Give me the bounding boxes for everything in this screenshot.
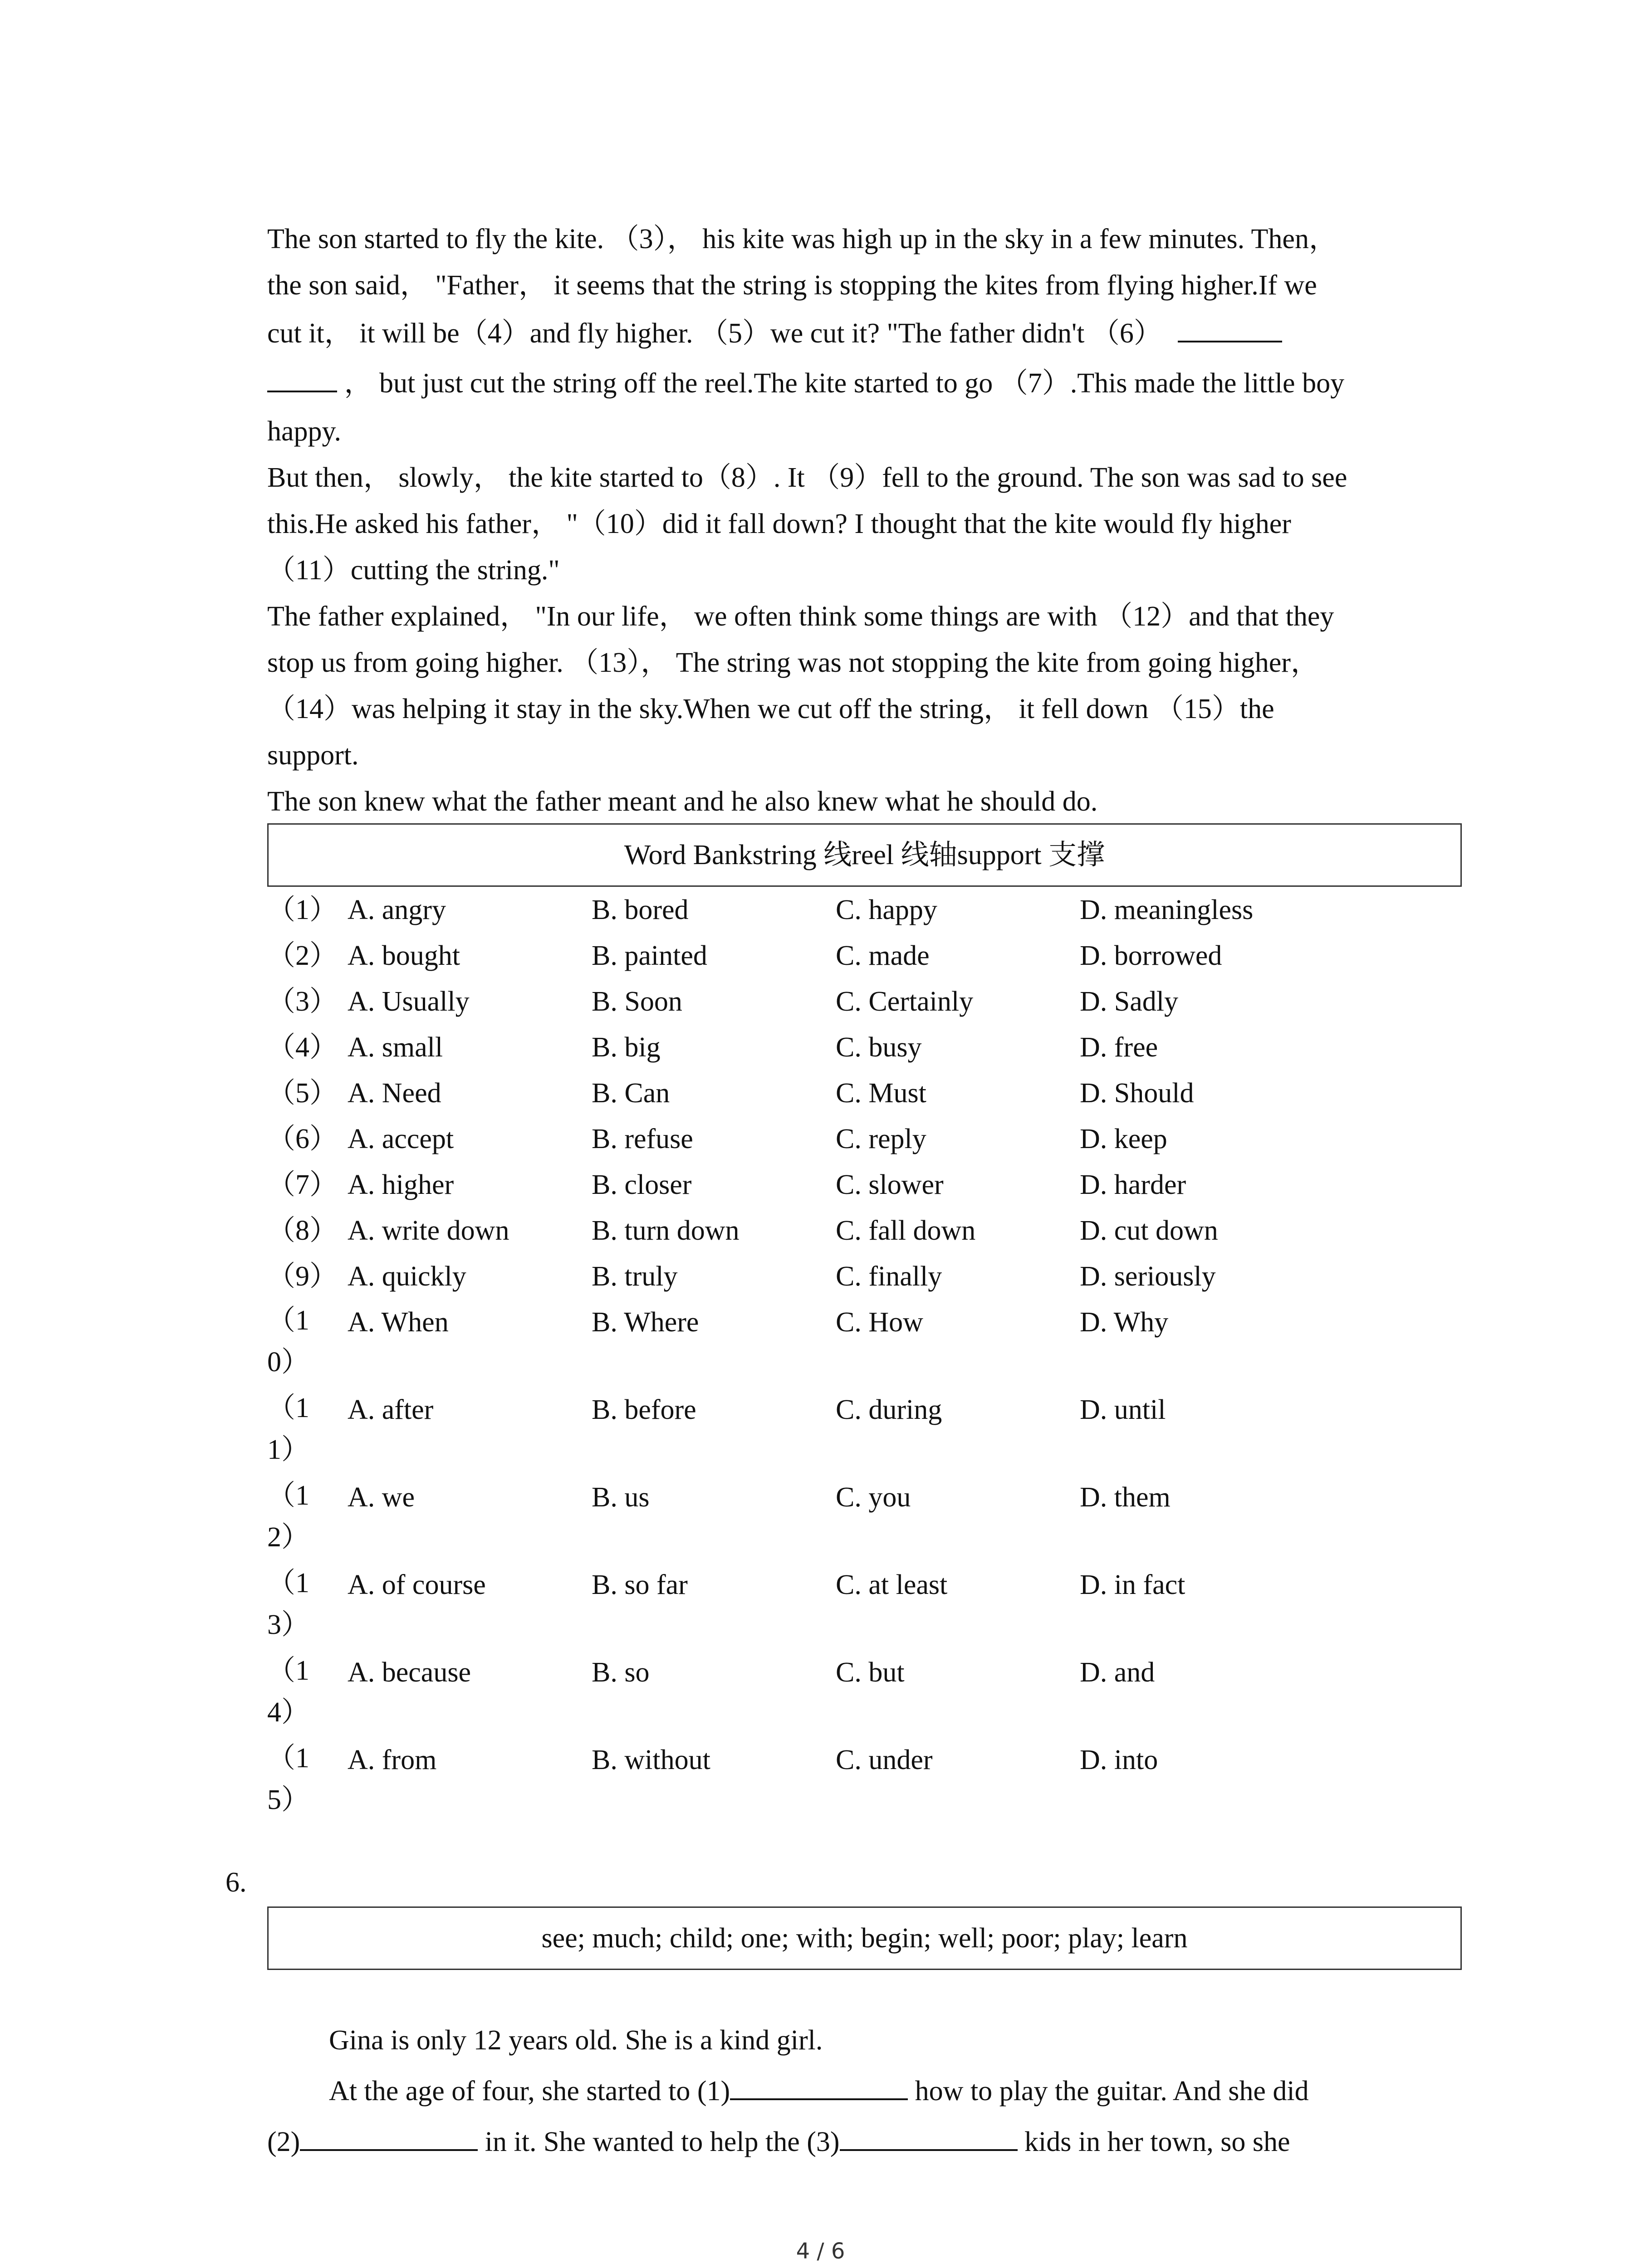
- option-b[interactable]: B. Soon: [592, 986, 682, 1017]
- question-number: （2）: [267, 940, 338, 971]
- answer-blank-3[interactable]: [840, 2121, 1018, 2151]
- passage: [267, 216, 1462, 825]
- option-c[interactable]: C. under: [836, 1745, 933, 1775]
- option-c[interactable]: C. How: [836, 1307, 923, 1338]
- passage-line: support.: [267, 740, 359, 771]
- option-row: [267, 933, 1462, 979]
- word-bank-2-box: [267, 1906, 1462, 1970]
- option-c[interactable]: C. Certainly: [836, 986, 974, 1017]
- option-b[interactable]: B. us: [592, 1482, 650, 1513]
- option-c[interactable]: C. finally: [836, 1261, 942, 1292]
- option-a[interactable]: A. quickly: [348, 1261, 466, 1292]
- option-b[interactable]: B. refuse: [592, 1124, 693, 1154]
- option-row: [267, 1116, 1462, 1162]
- question-number: （6）: [267, 1124, 338, 1154]
- passage-line-text: cut it， it will be（4）and fly higher. （5）we cut it? "The father didn't （6）: [267, 318, 1162, 349]
- option-row: [267, 1300, 1462, 1387]
- option-a[interactable]: A. higher: [348, 1169, 454, 1200]
- option-b[interactable]: B. turn down: [592, 1215, 740, 1246]
- option-row: [267, 1070, 1462, 1116]
- question-6-passage: [267, 2015, 1462, 2167]
- option-row: [267, 1162, 1462, 1208]
- option-row: [267, 1208, 1462, 1254]
- option-b[interactable]: B. Can: [592, 1078, 670, 1109]
- option-c[interactable]: C. but: [836, 1657, 905, 1688]
- passage-line-text: how to play the guitar. And she did: [915, 2076, 1309, 2107]
- option-d[interactable]: D. harder: [1080, 1169, 1186, 1200]
- option-row: [267, 1650, 1462, 1737]
- question-number: （12）: [267, 1480, 310, 1553]
- answer-blank-6b[interactable]: [267, 362, 337, 392]
- option-a[interactable]: A. because: [348, 1657, 471, 1688]
- passage-line: [267, 2116, 1462, 2167]
- answer-blank-1[interactable]: [730, 2070, 908, 2100]
- question-number: （5）: [267, 1078, 338, 1109]
- question-number: （3）: [267, 986, 338, 1017]
- option-c[interactable]: C. busy: [836, 1032, 922, 1063]
- question-number: （11）: [267, 1393, 310, 1465]
- option-a[interactable]: A. accept: [348, 1124, 454, 1154]
- passage-line: The son started to fly the kite. （3）， his kite was high up in the sky in a few minutes. Then，: [267, 224, 1337, 254]
- option-a[interactable]: A. after: [348, 1394, 434, 1425]
- passage-line: But then， slowly， the kite started to（8）. It （9）fell to the ground. The son was sad to see: [267, 462, 1347, 493]
- option-b[interactable]: B. before: [592, 1394, 696, 1425]
- passage-line: the son said， "Father， it seems that the string is stopping the kites from flying higher.If we: [267, 270, 1317, 301]
- option-d[interactable]: D. in fact: [1080, 1569, 1185, 1600]
- option-a[interactable]: A. we: [348, 1482, 415, 1513]
- passage-line: happy.: [267, 416, 341, 447]
- option-c[interactable]: C. you: [836, 1482, 911, 1513]
- answer-blank-6a[interactable]: [1178, 313, 1282, 342]
- answer-blank-2[interactable]: [300, 2121, 478, 2151]
- question-number: （13）: [267, 1568, 310, 1640]
- option-c[interactable]: C. reply: [836, 1124, 926, 1154]
- question-6-number: 6.: [225, 1867, 247, 1898]
- question-number: （14）: [267, 1655, 310, 1728]
- option-c[interactable]: C. at least: [836, 1569, 948, 1600]
- option-row: [267, 1387, 1462, 1475]
- option-b[interactable]: B. painted: [592, 940, 707, 971]
- option-a[interactable]: A. from: [348, 1745, 437, 1775]
- option-c[interactable]: C. slower: [836, 1169, 944, 1200]
- option-c[interactable]: C. during: [836, 1394, 942, 1425]
- option-c[interactable]: C. fall down: [836, 1215, 976, 1246]
- option-b[interactable]: B. bored: [592, 894, 689, 925]
- passage-line: （14）was helping it stay in the sky.When we cut off the string， it fell down （15）the: [267, 694, 1274, 724]
- passage-line-text: (2): [267, 2126, 300, 2157]
- option-a[interactable]: A. Need: [348, 1078, 441, 1109]
- option-a[interactable]: A. of course: [348, 1569, 486, 1600]
- option-d[interactable]: D. Why: [1080, 1307, 1169, 1338]
- option-b[interactable]: B. so: [592, 1657, 650, 1688]
- passage-line-text: At the age of four, she started to (1): [329, 2076, 730, 2107]
- passage-line-text: kids in her town, so she: [1024, 2126, 1290, 2157]
- passage-line: （11）cutting the string.": [267, 555, 560, 586]
- question-number: （7）: [267, 1169, 338, 1200]
- option-a[interactable]: A. small: [348, 1032, 443, 1063]
- option-c[interactable]: C. made: [836, 940, 930, 971]
- option-c[interactable]: C. Must: [836, 1078, 926, 1109]
- passage-line: Gina is only 12 years old. She is a kind girl.: [329, 2025, 823, 2056]
- option-b[interactable]: B. big: [592, 1032, 661, 1063]
- option-row: [267, 979, 1462, 1025]
- option-b[interactable]: B. closer: [592, 1169, 692, 1200]
- question-number: （4）: [267, 1032, 338, 1063]
- option-d[interactable]: D. until: [1080, 1394, 1166, 1425]
- option-a[interactable]: A. Usually: [348, 986, 470, 1017]
- option-d[interactable]: D. Sadly: [1080, 986, 1178, 1017]
- passage-line: [267, 308, 1462, 358]
- passage-line: The father explained， "In our life， we often think some things are with （12）and that they: [267, 601, 1334, 632]
- option-row: [267, 1025, 1462, 1070]
- option-d[interactable]: D. borrowed: [1080, 940, 1222, 971]
- option-a[interactable]: A. When: [348, 1307, 449, 1338]
- passage-line: The son knew what the father meant and he also knew what he should do.: [267, 786, 1098, 817]
- question-number: （15）: [267, 1743, 310, 1815]
- page-number: 4 / 6: [796, 2239, 845, 2264]
- option-d[interactable]: D. seriously: [1080, 1261, 1216, 1292]
- option-b[interactable]: B. so far: [592, 1569, 688, 1600]
- passage-line: this.He asked his father， "（10）did it fall down? I thought that the kite would fly higher: [267, 508, 1291, 539]
- option-row: [267, 1254, 1462, 1300]
- question-number: （9）: [267, 1261, 338, 1292]
- option-b[interactable]: B. without: [592, 1745, 710, 1775]
- passage-line: [267, 2066, 1462, 2116]
- option-c[interactable]: C. happy: [836, 894, 937, 925]
- option-row: [267, 1737, 1462, 1825]
- question-number: （8）: [267, 1215, 338, 1246]
- option-d[interactable]: D. them: [1080, 1482, 1171, 1513]
- option-d[interactable]: D. meaningless: [1080, 894, 1254, 925]
- passage-line-text: in it. She wanted to help the (3): [485, 2126, 840, 2157]
- option-d[interactable]: D. cut down: [1080, 1215, 1218, 1246]
- word-bank-text: Word Bankstring 线reel 线轴support 支撑: [624, 840, 1105, 870]
- option-d[interactable]: D. Should: [1080, 1078, 1194, 1109]
- option-a[interactable]: A. write down: [348, 1215, 509, 1246]
- word-bank-2-text: see; much; child; one; with; begin; well; poor; play; learn: [541, 1923, 1188, 1954]
- option-d[interactable]: D. free: [1080, 1032, 1158, 1063]
- option-d[interactable]: D. and: [1080, 1657, 1155, 1688]
- question-number: （10）: [267, 1305, 310, 1378]
- option-d[interactable]: D. into: [1080, 1745, 1158, 1775]
- passage-line: stop us from going higher. （13）， The string was not stopping the kite from going higher，: [267, 647, 1319, 678]
- option-d[interactable]: D. keep: [1080, 1124, 1167, 1154]
- passage-line-text: ， but just cut the string off the reel.The kite started to go （7）.This made the little boy: [344, 368, 1345, 399]
- passage-line: [267, 358, 1462, 408]
- options-table: [267, 887, 1462, 1825]
- option-a[interactable]: A. bought: [348, 940, 460, 971]
- option-b[interactable]: B. truly: [592, 1261, 678, 1292]
- option-row: [267, 887, 1462, 933]
- option-b[interactable]: B. Where: [592, 1307, 699, 1338]
- word-bank-box: [267, 823, 1462, 887]
- option-row: [267, 1475, 1462, 1562]
- option-row: [267, 1562, 1462, 1650]
- question-number: （1）: [267, 894, 338, 925]
- option-a[interactable]: A. angry: [348, 894, 446, 925]
